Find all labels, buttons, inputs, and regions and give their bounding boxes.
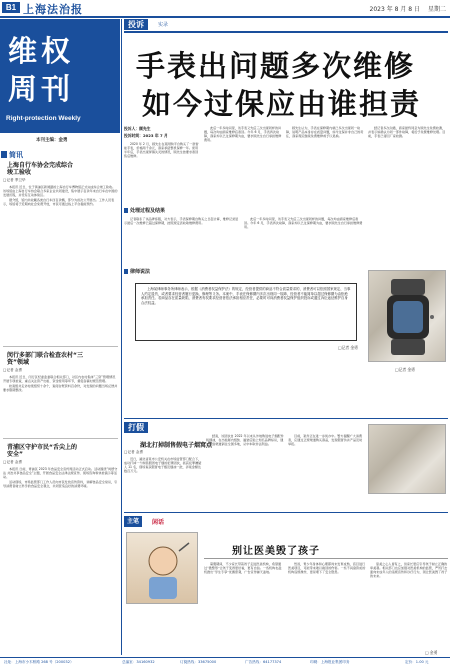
weekday: 星期二	[427, 6, 446, 13]
brief-item-para: 检查组共走访村级组织十余个，查阅台账资料百余份，对发现的问题当场反馈并要求限期整改。	[3, 384, 118, 393]
footer-price: 定价：1.00 元	[405, 660, 429, 664]
sidebar-title-bottom: 周刊	[8, 72, 75, 106]
section-marker-icon	[124, 269, 128, 274]
lawyer-opinion-box	[135, 283, 357, 341]
brief-divider	[3, 438, 118, 439]
essay-col-1	[204, 562, 284, 575]
brief-item	[3, 444, 118, 489]
brief-item-title: 上海自行车协会完成综合竣工验收	[7, 162, 74, 176]
sidebar-editor: 本刊主编：金勇	[36, 138, 68, 143]
brief-column	[0, 146, 120, 658]
complaint-date: 投诉时间：2023 年 7 月	[124, 133, 168, 138]
watch-photo	[368, 270, 446, 362]
essay-para: 暑假期间，不少家长带着孩子走进医美机构，希望通过“微整形”让孩子变得更好看，更有自信。一些机构也趁机推出“学生专享”优惠套餐，广告宣传铺天盖地。	[204, 562, 282, 575]
essay-headline-rule	[204, 558, 448, 559]
complaint-headline-2: 如今过保应由谁担责	[142, 87, 422, 121]
crackdown-col-2	[206, 434, 284, 447]
section-lawyer-header	[124, 268, 364, 276]
sidebar-title-en: Right-protection Weekly	[6, 115, 81, 122]
complainant: 投诉人：顾先生	[124, 126, 151, 131]
crackdown-col-1	[124, 457, 202, 474]
crackdown-para: 近日，湖北省某市公安机关在市场监管部门配合下，成功打掉一个制售假冒电子烟的犯罪团伙，抓获犯罪嫌疑人 11 名，现场查获假冒电子烟及烟油一批，涉案金额达数百万元。	[124, 457, 202, 474]
reporter-note: □记者 金勇	[395, 367, 415, 372]
brief-item-byline: □记者 金勇	[3, 460, 22, 464]
column-separator	[121, 19, 122, 655]
brief-item-byline: □记者 金勇	[3, 368, 22, 372]
smartwatch-illustration	[369, 271, 447, 363]
footer-address: 社址：上海市小木桥路 268 号（200032）	[4, 660, 74, 664]
brief-tag-label: 简讯	[9, 151, 23, 159]
complaint-kicker-label: 投诉	[124, 19, 148, 30]
process-col-2	[244, 217, 364, 230]
footer	[0, 659, 450, 667]
brief-item-title: 闵行多部门联合检查农村“三资”领域	[7, 352, 83, 366]
footer-subscription-phone: 订阅热线：33675000	[180, 660, 217, 664]
brief-divider	[3, 346, 118, 347]
section-process-title: 处理过程及结果	[130, 208, 166, 214]
complaint-col-1	[124, 126, 200, 159]
essay-kicker-label: 主笔	[124, 516, 142, 527]
process-para: 此后一年多时间里，该手表又先后三次出现同样的问题，每次均由商家维修后寄回。今年 6 月，手表再次故障，商家却以已过保修期为由，要求顾先生自行承担维修费用。	[244, 217, 363, 230]
brief-item-para: 活动现场，市场监管部门工作人员向市民发放宣传资料，讲解食品安全常识，引导消费者树立科学的食品安全观念，共同营造良好的消费环境。	[3, 480, 118, 489]
essay-kicker-sub: 闲话	[152, 519, 165, 526]
essay-col-3	[370, 562, 448, 579]
brief-item-title: 青浦区守护市民“舌尖上的安全”	[7, 444, 77, 458]
footer-ad-phone: 广告热线：64177374	[245, 660, 282, 664]
essay-col-2	[288, 562, 366, 575]
essay-author: □ 金勇	[425, 650, 438, 655]
brief-item	[3, 352, 118, 393]
complaint-para: 2020 年 2 月，顾先生在某网购平台购买了一款智能手表，价格两千余元，商家承诺整机保修一年。使用半年后，手表出现屏幕失灵的情况，顾先生按要求寄回售后维修。	[124, 142, 199, 159]
brief-item	[3, 162, 118, 207]
essay-headline: 别让医美毁了孩子	[232, 546, 320, 557]
footer-editorial-phone: 总编室：34160932	[122, 660, 155, 664]
complaint-col-4	[368, 126, 448, 139]
footer-rule	[0, 657, 450, 658]
issue-date	[370, 4, 420, 13]
sidebar-title-block	[0, 19, 120, 133]
lawyer-opinion-text: 上海某律师事务所律师表示，根据《消费者权益保护法》的规定，经营者提供的商品不符合质量要求的，消费者可以依照国家规定、当事人约定退货，或者要求经营者履行更换、修理等义务。本案中，手表在保修期内多次出现同一故障，经营者不能简单以超过保修期为由拒绝承担责任。若商品存在质量缺陷，消费者有权要求经营者依法承担相应责任，必要时可向消费者权益保护组织投诉或通过诉讼途径维护自身合法权益。	[141, 287, 351, 306]
complaint-headline-1: 手表出问题多次维修	[136, 49, 416, 83]
footer-printer: 印刷：上海报业集团印务	[310, 660, 350, 664]
complaint-para: 顾先生认为，手表在保修期内就已多次出现同一故障，说明产品本身存在质量问题，如今过保并非自己的责任，商家理应继续免费维修或予以退换。	[286, 126, 364, 139]
crackdown-photo	[368, 424, 446, 494]
section-divider	[124, 418, 448, 419]
cartoon-icon	[127, 533, 199, 605]
complaint-para: 经记者多次沟通，商家最终同意为顾先生免费检测，并表示如确认为同一部件故障，将给予免费维修处理。目前，手表已寄回厂家检测。	[368, 126, 446, 139]
crackdown-para: 目前，案件正在进一步侦办中。警方提醒广大消费者，应通过正规渠道购买商品，发现假冒伪劣产品及时举报。	[288, 434, 363, 447]
essay-illustration	[126, 532, 198, 604]
process-para: 记者联系了该品牌客服，对方表示，手表保修期自购买之日起计算，维修记录显示最后一次维修已超过保修期，按照规定需收取维修费用。	[124, 217, 239, 226]
section-process-header	[124, 207, 364, 215]
brief-item-para: 据介绍，馆内共收藏各类自行车四百余辆，部分为首次公开展出。工作人员表示，场馆将于近期向社会免费开放，市民可通过线上平台提前预约。	[3, 198, 115, 207]
brief-item-byline: □记者 季卫华	[3, 178, 26, 182]
complaint-top-rule	[124, 31, 448, 33]
complaint-kicker-sub: 实录	[158, 22, 169, 28]
paper-name: 上海法治报	[23, 3, 83, 16]
masthead-rule	[0, 16, 450, 18]
complaint-col-2	[204, 126, 282, 143]
masthead	[0, 0, 450, 16]
sidebar-title-top: 维权	[8, 34, 75, 68]
crackdown-col-3	[288, 434, 364, 447]
complaint-para: 此后一年多时间里，该手表又先后三次出现同样的问题，每次均由商家维修后寄回。今年 6 月，手表再次故障，商家却以已过保修期为由，要求顾先生自行承担维修费用。	[204, 126, 282, 143]
crackdown-para: 经查，该团伙自 2022 年以来从外地购进电子烟配件和烟油，在出租屋内组装、灌装后贴上知名品牌标识，通过网络渠道销往全国多地，从中牟取非法利益。	[206, 434, 284, 447]
date-text: 2023 年 8 月 8 日	[369, 6, 420, 13]
crackdown-kicker-label: 打假	[124, 422, 148, 433]
page-number: B1	[5, 3, 17, 12]
section-divider	[124, 512, 448, 513]
crackdown-headline: 湖北打掉制售假电子烟窝点	[140, 442, 213, 449]
crackdown-byline: □记者 金勇	[124, 450, 143, 454]
end-credit: □记者 金勇	[338, 345, 358, 350]
page-number-badge	[2, 2, 20, 13]
brief-item-para: 本报讯 近日，位于黄浦区新闸路的上海自行车博物馆正式完成综合竣工验收。该场馆由上海自行车协会联合多家企业共同建设，集中展示百余年来自行车在中国的发展历程，并设有互动体验区。	[3, 185, 118, 198]
brief-item-para: 本报讯 近日，闵行区纪委监委联合相关部门，对区内农村集体“三资”管理情况开展专项检查，重点关注资产出租、资金使用等环节，督促各镇村规范管理。	[3, 375, 116, 384]
complaint-col-3	[286, 126, 364, 139]
brief-item-para: 本报讯 日前，青浦区 2023 年食品安全宣传周活动正式启动。活动围绕“尚德守法 共治共享食品安全”主题，开展食品安全法律法规宣传、现场咨询和快检演示等活动。	[3, 467, 118, 480]
essay-para: 爱美之心人皆有之，但家长更应引导孩子树立正确的审美观。相关部门也应加强对医美机构的监管，严厉打击面向未成年人的违规宣传和诊疗行为，别让医美毁了孩子的未来。	[370, 562, 448, 579]
process-col-1	[124, 217, 239, 226]
section-lawyer-title: 律师说法	[130, 269, 151, 275]
essay-para: 然而，青少年身体和心理都尚未发育成熟，盲目进行医美项目，可能带来难以挽回的伤害。一些不具备资质的机构违规操作，更是埋下了安全隐患。	[288, 562, 366, 575]
section-marker-icon	[124, 208, 128, 213]
brief-icon	[1, 151, 7, 158]
